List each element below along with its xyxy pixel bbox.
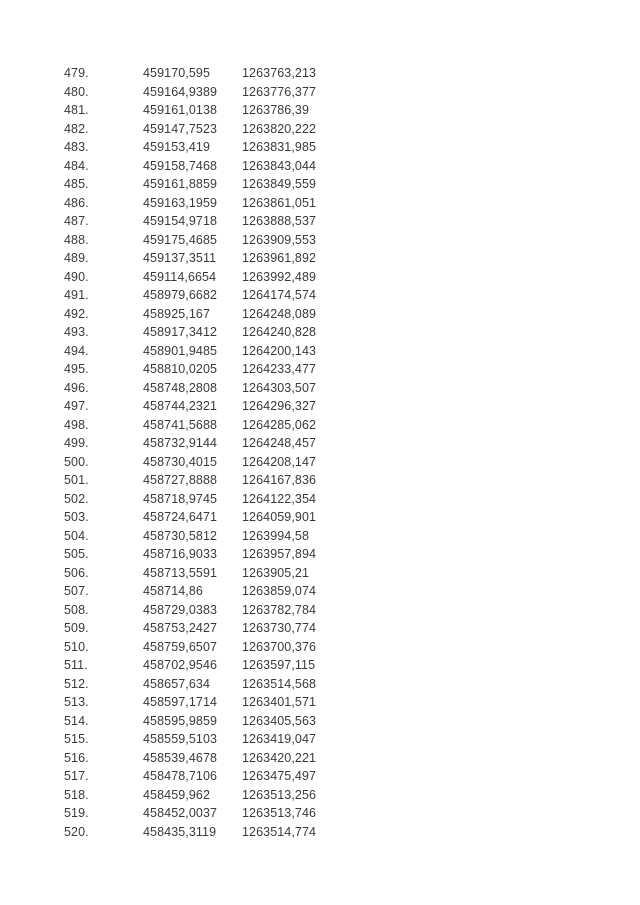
x-coordinate: 459163,1959 [143,195,218,210]
table-row [64,397,342,416]
table-row [64,545,342,564]
table-row [64,490,342,509]
table-row [64,730,342,749]
point-number: 488. [64,232,89,247]
table-row [64,323,342,342]
table-row [64,508,342,527]
point-number: 513. [64,695,89,709]
x-coordinate: 458759,6507 [143,639,218,654]
y-coordinate: 1263849,559 [242,177,317,191]
x-coordinate: 458810,0205 [143,362,218,376]
y-coordinate: 1263820,222 [242,121,317,136]
x-coordinate: 459161,8859 [143,177,218,191]
table-row [64,231,342,250]
table-row [64,138,342,157]
table-row [64,453,342,472]
coordinate-table [64,64,342,841]
point-number: 490. [64,269,89,284]
x-coordinate: 458435,3119 [143,824,217,839]
x-coordinate: 458713,5591 [143,565,218,580]
point-number: 518. [64,787,89,802]
point-number: 508. [64,602,89,617]
y-coordinate: 1263419,047 [242,732,317,746]
x-coordinate: 458753,2427 [143,621,218,635]
x-coordinate: 459161,0138 [143,103,218,117]
y-coordinate: 1264296,327 [242,399,317,413]
y-coordinate: 1264303,507 [242,380,317,395]
x-coordinate: 458901,9485 [143,343,218,358]
x-coordinate: 458730,4015 [143,454,218,469]
y-coordinate: 1264174,574 [242,288,317,302]
point-number: 496. [64,380,89,395]
y-coordinate: 1263961,892 [242,251,317,265]
x-coordinate: 459170,595 [143,66,211,80]
x-coordinate: 458657,634 [143,676,211,691]
point-number: 481. [64,103,89,117]
y-coordinate: 1263730,774 [242,621,317,635]
table-row [64,416,342,435]
table-row [64,712,342,731]
x-coordinate: 458724,6471 [143,510,218,524]
y-coordinate: 1263786,39 [242,103,310,117]
point-number: 519. [64,806,89,820]
x-coordinate: 459114,6654 [143,269,217,284]
y-coordinate: 1263843,044 [242,158,317,173]
x-coordinate: 458459,962 [143,787,211,802]
table-row [64,601,342,620]
point-number: 511. [64,658,88,672]
y-coordinate: 1263957,894 [242,547,317,561]
table-row [64,638,342,657]
point-number: 491. [64,288,89,302]
table-row [64,804,342,823]
point-number: 497. [64,399,89,413]
y-coordinate: 1263401,571 [242,695,317,709]
y-coordinate: 1263831,985 [242,140,317,154]
y-coordinate: 1263597,115 [242,658,316,672]
x-coordinate: 459153,419 [143,140,211,154]
table-row [64,286,342,305]
table-row [64,582,342,601]
point-number: 482. [64,121,89,136]
y-coordinate: 1264200,143 [242,343,317,358]
y-coordinate: 1263405,563 [242,713,317,728]
table-row [64,693,342,712]
x-coordinate: 458559,5103 [143,732,218,746]
y-coordinate: 1264167,836 [242,473,317,487]
y-coordinate: 1263905,21 [242,565,310,580]
point-number: 514. [64,713,89,728]
y-coordinate: 1263992,489 [242,269,317,284]
point-number: 504. [64,528,89,543]
x-coordinate: 458741,5688 [143,417,218,432]
y-coordinate: 1263909,553 [242,232,317,247]
point-number: 502. [64,491,89,506]
table-row [64,194,342,213]
point-number: 503. [64,510,89,524]
y-coordinate: 1263513,746 [242,806,317,820]
point-number: 500. [64,454,89,469]
x-coordinate: 458716,9033 [143,547,218,561]
table-row [64,212,342,231]
table-row [64,268,342,287]
point-number: 507. [64,584,89,598]
x-coordinate: 459137,3511 [143,251,217,265]
y-coordinate: 1263861,051 [242,195,317,210]
point-number: 501. [64,473,89,487]
point-number: 494. [64,343,89,358]
x-coordinate: 458925,167 [143,306,211,321]
x-coordinate: 459158,7468 [143,158,218,173]
x-coordinate: 458727,8888 [143,473,218,487]
table-row [64,342,342,361]
point-number: 510. [64,639,89,654]
y-coordinate: 1263514,568 [242,676,317,691]
table-row [64,379,342,398]
x-coordinate: 459175,4685 [143,232,218,247]
x-coordinate: 458714,86 [143,584,203,598]
point-number: 512. [64,676,89,691]
point-number: 484. [64,158,89,173]
table-row [64,564,342,583]
table-row [64,786,342,805]
table-row [64,675,342,694]
y-coordinate: 1264208,147 [242,454,317,469]
point-number: 493. [64,325,89,339]
point-number: 483. [64,140,89,154]
x-coordinate: 459164,9389 [143,84,218,99]
point-number: 495. [64,362,89,376]
y-coordinate: 1264059,901 [242,510,317,524]
x-coordinate: 458730,5812 [143,528,218,543]
point-number: 498. [64,417,89,432]
x-coordinate: 459154,9718 [143,214,218,228]
table-row [64,83,342,102]
y-coordinate: 1263994,58 [242,528,310,543]
x-coordinate: 458595,9859 [143,713,218,728]
x-coordinate: 458732,9144 [143,436,218,450]
x-coordinate: 458917,3412 [143,325,218,339]
point-number: 489. [64,251,89,265]
y-coordinate: 1264248,457 [242,436,317,450]
y-coordinate: 1263513,256 [242,787,317,802]
y-coordinate: 1263888,537 [242,214,317,228]
y-coordinate: 1263475,497 [242,769,317,783]
table-row [64,767,342,786]
table-row [64,360,342,379]
table-row [64,249,342,268]
point-number: 520. [64,824,89,839]
table-row [64,749,342,768]
x-coordinate: 458729,0383 [143,602,218,617]
y-coordinate: 1263700,376 [242,639,317,654]
x-coordinate: 459147,7523 [143,121,218,136]
y-coordinate: 1264248,089 [242,306,317,321]
table-row [64,101,342,120]
point-number: 480. [64,84,89,99]
x-coordinate: 458718,9745 [143,491,218,506]
y-coordinate: 1263420,221 [242,750,317,765]
x-coordinate: 458539,4678 [143,750,218,765]
y-coordinate: 1264285,062 [242,417,317,432]
x-coordinate: 458748,2808 [143,380,218,395]
y-coordinate: 1263776,377 [242,84,317,99]
x-coordinate: 458702,9546 [143,658,218,672]
point-number: 492. [64,306,89,321]
y-coordinate: 1264240,828 [242,325,317,339]
x-coordinate: 458979,6682 [143,288,218,302]
table-row [64,305,342,324]
point-number: 506. [64,565,89,580]
table-row [64,64,342,83]
y-coordinate: 1263859,074 [242,584,317,598]
table-row [64,527,342,546]
table-row [64,175,342,194]
x-coordinate: 458478,7106 [143,769,218,783]
x-coordinate: 458744,2321 [143,399,218,413]
y-coordinate: 1263782,784 [242,602,317,617]
point-number: 516. [64,750,89,765]
point-number: 517. [64,769,89,783]
x-coordinate: 458452,0037 [143,806,218,820]
point-number: 505. [64,547,89,561]
table-row [64,434,342,453]
point-number: 487. [64,214,89,228]
table-row [64,471,342,490]
y-coordinate: 1264233,477 [242,362,317,376]
point-number: 486. [64,195,89,210]
point-number: 499. [64,436,89,450]
point-number: 485. [64,177,89,191]
table-row [64,823,342,842]
y-coordinate: 1263514,774 [242,824,317,839]
table-row [64,157,342,176]
table-row [64,619,342,638]
y-coordinate: 1263763,213 [242,66,317,80]
point-number: 479. [64,66,89,80]
y-coordinate: 1264122,354 [242,491,317,506]
table-row [64,120,342,139]
point-number: 515. [64,732,89,746]
table-row [64,656,342,675]
x-coordinate: 458597,1714 [143,695,218,709]
point-number: 509. [64,621,89,635]
